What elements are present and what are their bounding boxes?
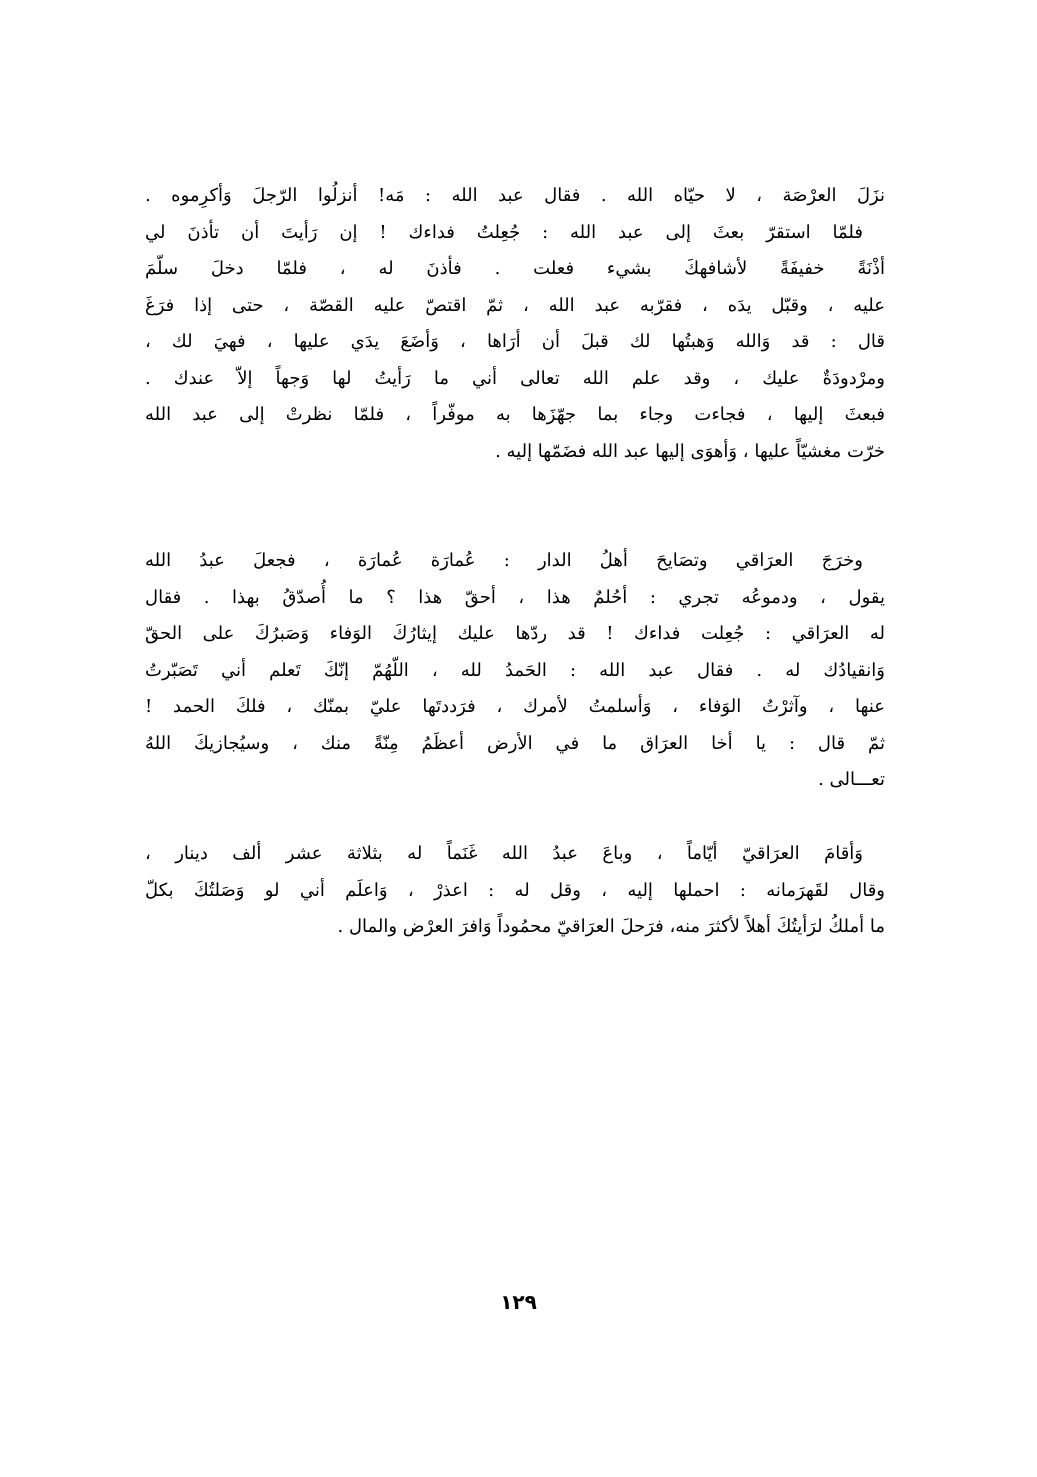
- text-line: ثمّ قال : يا أخا العرَاق ما في الأرض أعظَمُ مِنّةً منك ، وسيُجازيكَ اللهُ: [145, 732, 885, 754]
- text-line: وخرَجَ العرَاقي وتصَايحَ أهلُ الدار : عُمارَة عُمارَة ، فجعلَ عبدُ الله: [145, 550, 863, 571]
- text-line: وَأقامَ العرَاقيّ أيّاماً ، وباعَ عبدُ الله غَنَماً له بثلاثة عشر ألف دينار ،: [145, 843, 863, 864]
- text-line: وَانقيادُك له . فقال عبد الله : الحَمدُ لله ، اللّهُمّ إنّكَ تَعلم أني تَصَبّرتُ: [145, 659, 885, 681]
- text-line: يقول ، ودموعُه تجري : أحُلمٌ هذا ، أحقّ هذا ؟ ما أُصدّقُ بهذا . فقال: [145, 586, 885, 608]
- paragraph-1: [145, 178, 885, 470]
- paragraph-3: [145, 836, 885, 946]
- page-number: ١٢٩: [500, 1290, 537, 1314]
- text-line: خرّت مغشيّاً عليها ، وَأهوَى إليها عبد الله فضَمّها إليه .: [495, 440, 885, 462]
- text-line: قال : قد وَالله وَهبتُها لك قبلَ أن أرَاها ، وَأضَعَ يدَي عليها ، فهيَ لك ،: [145, 331, 885, 352]
- text-line: عنها ، وآثرْتُ الوَفاء ، وَأسلمتُ لأمرك ، فرَددتَها عليّ بمنّك ، فلكَ الحمد !: [145, 696, 885, 717]
- text-line: وقال لقَهرَمانه : احملها إليه ، وقل له : اعذرْ ، وَاعلَم أني لو وَصَلتُكَ بكلّ: [145, 879, 885, 901]
- text-line: عليه ، وقبّل يدَه ، فقرّبه عبد الله ، ثمّ اقتصّ عليه القصّة ، حتى إذا فرَغَ: [145, 294, 885, 316]
- paragraph-2: [145, 543, 885, 799]
- text-line: فبعثَ إليها ، فجاءت وجاء بما جهّزَها به موفّراً ، فلمّا نظرتْ إلى عبد الله: [145, 404, 885, 425]
- text-line: فلمّا استقرّ بعثَ إلى عبد الله : جُعِلتُ فداءك ! إن رَأيتَ أن تأذنَ لي: [145, 221, 863, 243]
- text-line: نزَلَ العرْصَة ، لا حيّاه الله . فقال عبد الله : مَه! أنزلُوا الرّجلَ وَأكرِموه .: [145, 185, 885, 206]
- text-line: ما أملكُ لرَأيتُكَ أهلاً لأكثرَ منه، فرَحلَ العرَاقيّ محمُوداً وَافرَ العرْض والمال .: [337, 916, 885, 937]
- text-line: أذْنَةً خفيفَةً لأشافهكَ بشيء فعلت . فأذنَ له ، فلمّا دخلَ سلّمَ: [145, 258, 885, 279]
- text-line: ومرْدودَةٌ عليك ، وقد علم الله تعالى أني ما رَأيتُ لها وَجهاً إلاّ عندك .: [145, 367, 885, 389]
- text-line: تعـــالى .: [818, 769, 885, 790]
- text-line: له العرَاقي : جُعِلت فداءك ! قد ردّها عليك إيثارُكَ الوَفاء وَصَبرُكَ على الحقّ: [145, 623, 885, 644]
